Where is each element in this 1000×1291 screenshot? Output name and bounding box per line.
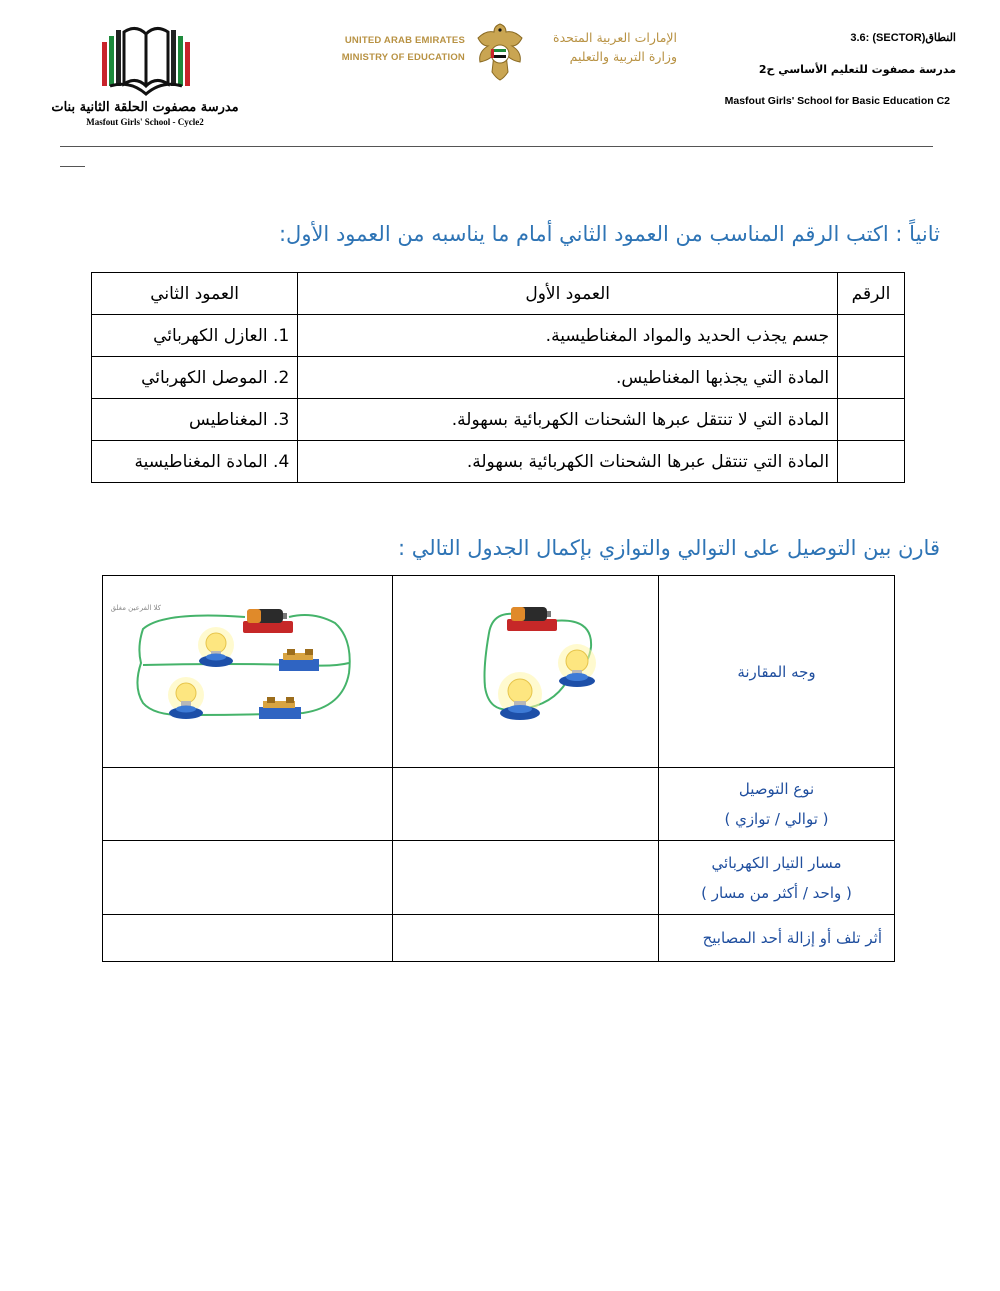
series-circuit-cell [393, 576, 659, 768]
uae-falcon-emblem-icon [472, 20, 528, 82]
series-answer-cell[interactable] [393, 841, 659, 915]
column-one-cell: جسم يجذب الحديد والمواد المغناطيسية. [298, 315, 838, 357]
switch-icon [259, 697, 301, 719]
parallel-circuit-cell [103, 576, 393, 768]
comparison-aspect-label: أثر تلف أو إزالة أحد المصابيح [659, 915, 895, 962]
comparison-aspect-label: وجه المقارنة [659, 576, 895, 768]
school-book-logo-icon [100, 22, 192, 100]
aspect-title: مسار التيار الكهربائي [711, 853, 842, 872]
ministry-name-ar: وزارة التربية والتعليم [569, 49, 677, 64]
lightbulb-icon [198, 627, 234, 667]
series-answer-cell[interactable] [393, 915, 659, 962]
parallel-answer-cell[interactable] [103, 841, 393, 915]
aspect-options: ( واحد / أكثر من مسار ) [701, 883, 852, 902]
series-answer-cell[interactable] [393, 768, 659, 841]
table-row [92, 399, 905, 441]
lightbulb-icon [498, 672, 542, 720]
column-one-cell: المادة التي لا تنتقل عبرها الشحنات الكهربائية بسهولة. [298, 399, 838, 441]
comparison-aspect-label [659, 768, 895, 841]
comparison-aspect-label [659, 841, 895, 915]
column-two-cell: 4. المادة المغناطيسية [92, 441, 298, 483]
answer-number-cell[interactable] [838, 315, 905, 357]
comparison-image-row [103, 576, 895, 768]
school-logo-arabic-name: مدرسة مصفوت الحلقة الثانية بنات [51, 100, 239, 115]
school-name-arabic: مدرسة مصفوت للتعليم الأساسي ح2 [758, 63, 956, 76]
battery-icon [507, 607, 557, 631]
aspect-options: ( توالي / توازي ) [724, 810, 829, 828]
answer-number-cell[interactable] [838, 399, 905, 441]
uae-ministry-arabic [532, 28, 677, 66]
matching-table [91, 272, 905, 483]
school-name-english: Masfout Girls' School for Basic Education C2 [724, 95, 950, 107]
ministry-name-en: MINISTRY OF EDUCATION [341, 52, 465, 63]
battery-icon [243, 609, 293, 633]
uae-name-en: UNITED ARAB EMIRATES [344, 35, 465, 46]
header-column-one: العمود الأول [298, 273, 838, 315]
table-row [103, 768, 895, 841]
table-row [103, 915, 895, 962]
column-one-cell: المادة التي يجذبها المغناطيس. [298, 357, 838, 399]
sector-label: النطاق(SECTOR) :3.6 [850, 32, 956, 44]
lightbulb-icon [168, 677, 204, 719]
parallel-circuit-image [103, 577, 392, 767]
table-row [103, 841, 895, 915]
column-two-cell: 2. الموصل الكهربائي [92, 357, 298, 399]
header-divider-tail [60, 166, 85, 167]
header-column-two: العمود الثاني [92, 273, 298, 315]
comparison-table [102, 575, 895, 962]
switch-icon [279, 649, 319, 671]
table-row [92, 357, 905, 399]
column-two-cell: 3. المغناطيس [92, 399, 298, 441]
parallel-answer-cell[interactable] [103, 915, 393, 962]
answer-number-cell[interactable] [838, 357, 905, 399]
series-circuit-image [393, 577, 658, 767]
aspect-title: نوع التوصيل [738, 780, 815, 798]
comparison-question-title: قارن بين التوصيل على التوالي والتوازي بإكمال الجدول التالي : [397, 536, 940, 560]
matching-question-title: ثانياً : اكتب الرقم المناسب من العمود الثاني أمام ما يناسبه من العمود الأول: [278, 222, 940, 246]
lightbulb-icon [558, 644, 596, 687]
matching-table-header [92, 273, 905, 315]
table-row [92, 441, 905, 483]
column-one-cell: المادة التي تنتقل عبرها الشحنات الكهربائية بسهولة. [298, 441, 838, 483]
column-two-cell: 1. العازل الكهربائي [92, 315, 298, 357]
uae-name-ar: الإمارات العربية المتحدة [553, 30, 677, 45]
answer-number-cell[interactable] [838, 441, 905, 483]
header-number: الرقم [838, 273, 905, 315]
circuit-caption: كلا الفرعين مغلق [110, 603, 161, 612]
parallel-answer-cell[interactable] [103, 768, 393, 841]
school-logo-english-name: Masfout Girls' School - Cycle2 [86, 117, 204, 127]
table-row [92, 315, 905, 357]
uae-ministry-english [320, 32, 465, 66]
header-divider [60, 146, 933, 147]
